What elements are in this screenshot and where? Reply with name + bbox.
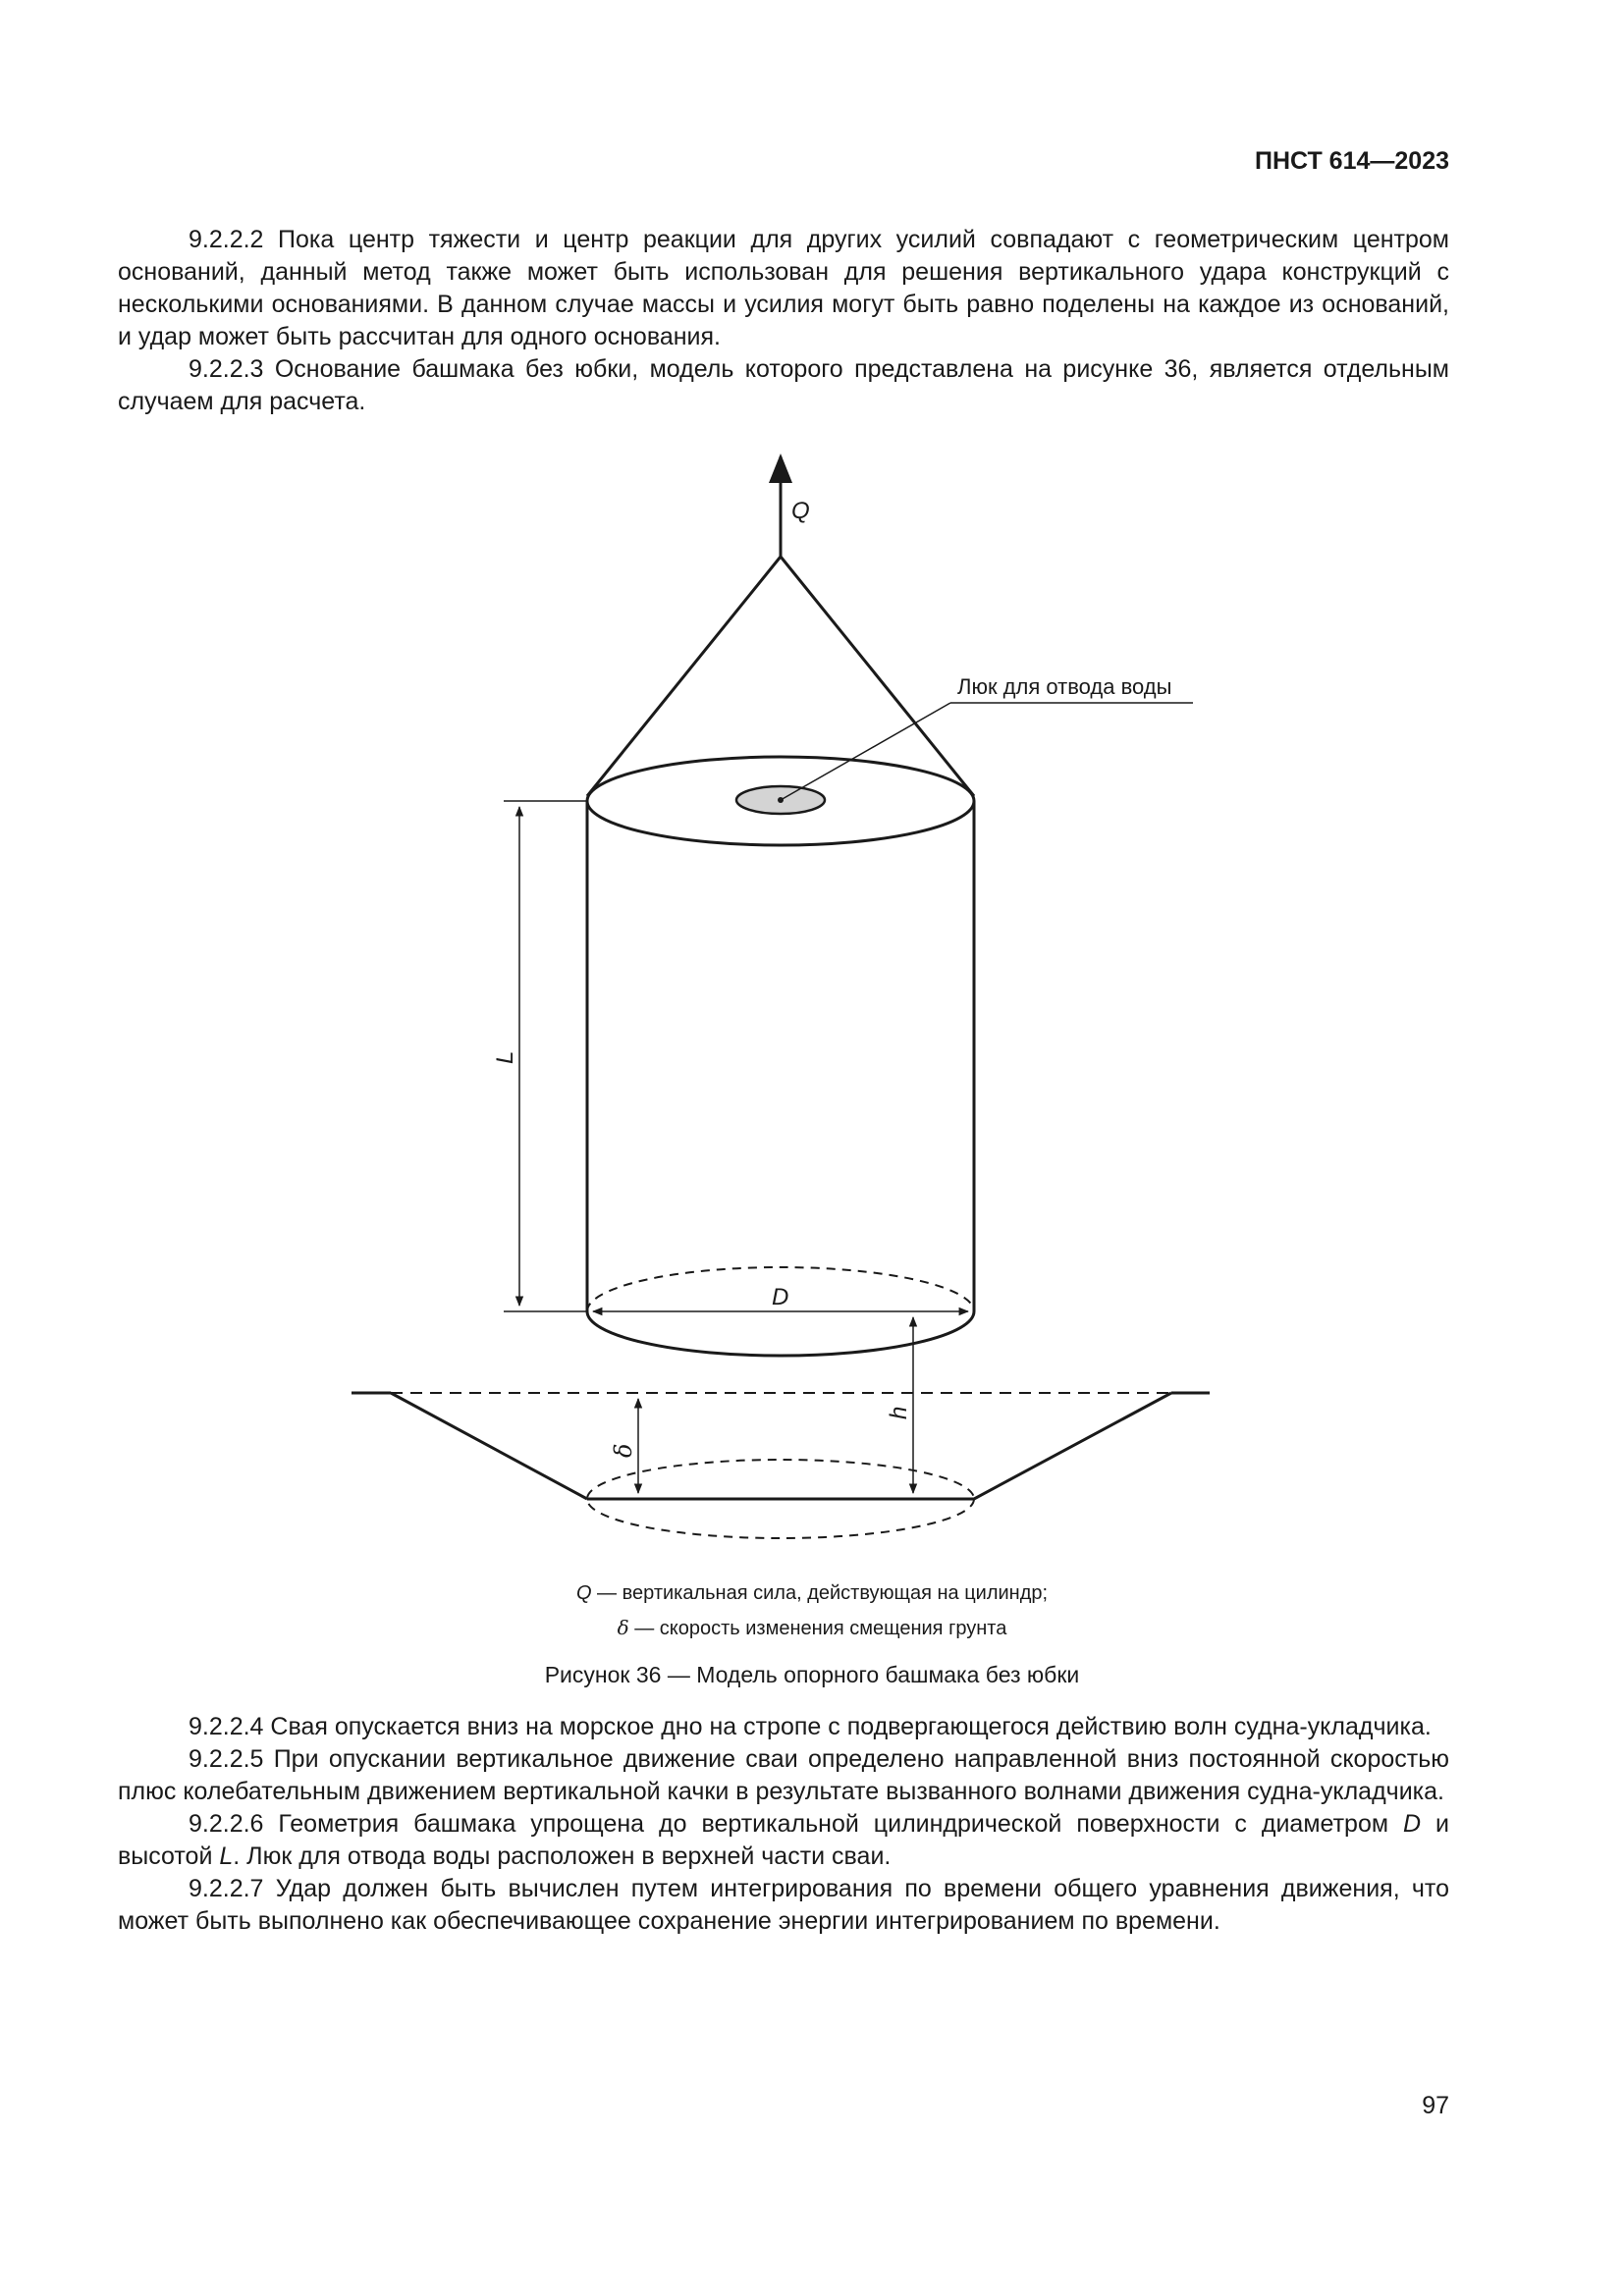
body-text-top — [118, 224, 1449, 418]
figure-36-diagram — [0, 442, 1624, 1688]
hatch-label: Люк для отвода воды — [957, 674, 1172, 699]
legend-item-force — [0, 1582, 1624, 1605]
page-number: 97 — [1422, 2092, 1449, 2119]
figure-caption: Рисунок 36 — Модель опорного башмака без юбки — [544, 1662, 1080, 1687]
dim-h-label: h — [886, 1406, 912, 1419]
dim-d-label: D — [772, 1284, 789, 1310]
paragraph-9-2-2-2: 9.2.2.2 Пока центр тяжести и центр реакции для других усилий совпадают с геометрическим центром оснований, данный метод также может быть использован для решения вертикального удара конструкций с несколькими основаниями. В данном случае массы и усилия могут быть равно поделены на каждое из оснований, и удар может быть рассчитан для одного основания. — [118, 226, 1449, 350]
document-id: ПНСТ 614—2023 — [1255, 147, 1449, 175]
legend-text-delta: — скорость изменения смещения грунта — [628, 1618, 1007, 1639]
paragraph-9-2-2-3: 9.2.2.3 Основание башмака без юбки, модель которого представлена на рисунке 36, является отдельным случаем для расчета. — [118, 355, 1449, 415]
force-label: Q — [791, 498, 810, 524]
crater-left-slope — [391, 1393, 587, 1499]
paragraph-9-2-2-4: 9.2.2.4 Свая опускается вниз на морское дно на стропе с подвергающегося действию волн судна-укладчика. — [189, 1713, 1432, 1740]
cylinder-bottom-front — [587, 1311, 974, 1356]
legend-symbol-q: Q — [575, 1582, 592, 1604]
dim-l-label: L — [492, 1050, 518, 1064]
legend-symbol-delta: δ — [617, 1616, 629, 1639]
body-text-bottom — [118, 1711, 1449, 1938]
paragraph-9-2-2-5: 9.2.2.5 При опускании вертикальное движение сваи определено направленной вниз постоянной скоростью плюс колебательным движением вертикальной качки в результате вызванного волнами движения судна-укладчика. — [118, 1745, 1449, 1805]
dim-delta-label: δ — [610, 1443, 637, 1458]
crater-right-slope — [974, 1393, 1171, 1499]
paragraph-9-2-2-7: 9.2.2.7 Удар должен быть вычислен путем интегрирования по времени общего уравнения движения, что может быть выполнено как обеспечивающее сохранение энергии интегрированием по времени. — [118, 1875, 1449, 1935]
paragraph-9-2-2-6: 9.2.2.6 Геометрия башмака упрощена до вертикальной цилиндрической поверхности с диаметром D и высотой L. Люк для отвода воды расположен в верхней части сваи. — [118, 1810, 1449, 1870]
legend-item-delta — [0, 1616, 1624, 1640]
legend-text-q: — вертикальная сила, действующая на цилиндр; — [591, 1582, 1049, 1604]
